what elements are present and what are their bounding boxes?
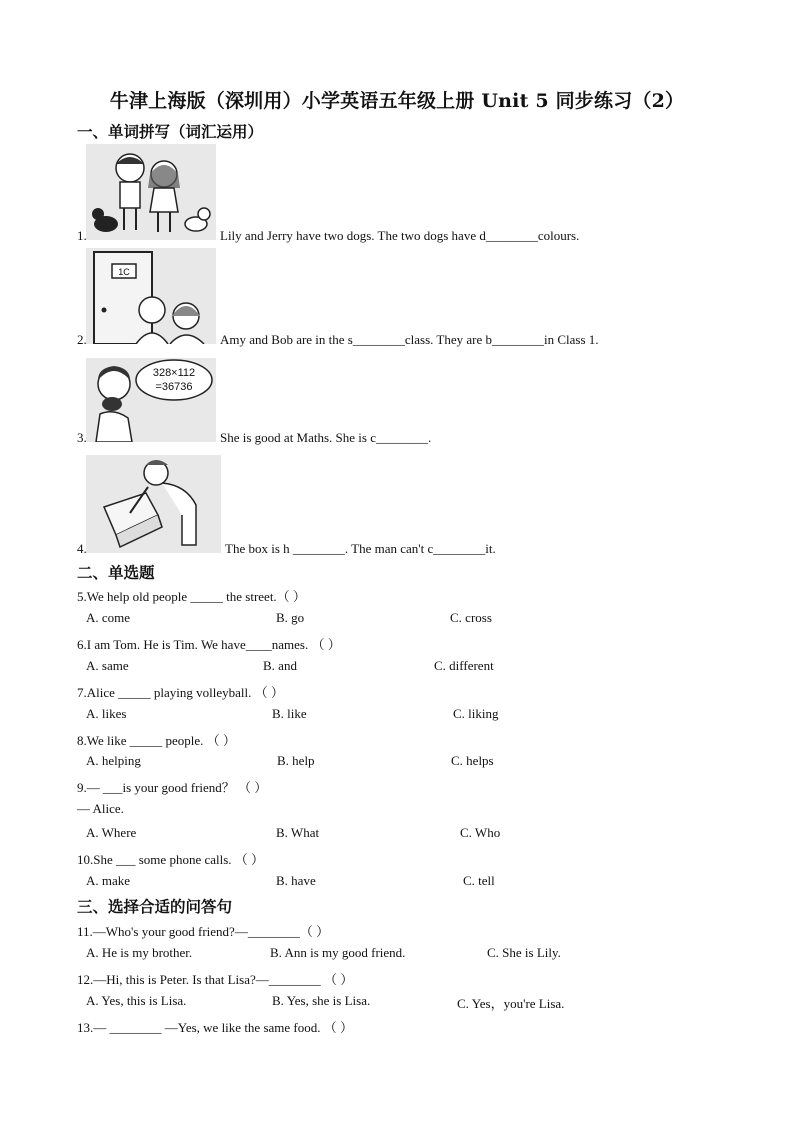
question-1: 1. Lily and Jerry have two dogs. The two dogs have d________colours.	[77, 228, 580, 243]
q11-option-c: C. She is Lily.	[487, 945, 561, 960]
question-5: 5.We help old people _____ the street.（ ）	[77, 589, 306, 604]
q7-option-b: B. like	[272, 706, 307, 721]
q9-option-c: C. Who	[460, 825, 501, 840]
question-11: 11.—Who's your good friend?—________（ ）	[77, 924, 330, 939]
section-heading-single-choice: 二、单选题	[77, 564, 155, 582]
q6-option-a: A. same	[86, 658, 129, 673]
question-2: 2. Amy and Bob are in the s________class. They are b________in Class 1.	[77, 332, 599, 347]
q10-option-a: A. make	[86, 873, 131, 888]
man-lifting-box-picture	[86, 455, 221, 553]
q6-option-c: C. different	[434, 658, 494, 673]
classroom-door-picture	[86, 248, 216, 344]
question-9: 9.— ___is your good friend？ （ ）	[77, 780, 268, 795]
question-13: 13.— ________ —Yes, we like the same food. （ ）	[77, 1020, 353, 1035]
q9-option-b: B. What	[276, 825, 320, 840]
q5-option-b: B. go	[276, 610, 305, 625]
question-9-answer-line: — Alice.	[77, 801, 124, 816]
question-8: 8.We like _____ people. （ ）	[77, 733, 236, 748]
question-10: 10.She ___ some phone calls. （ ）	[77, 852, 265, 867]
q9-option-a: A. Where	[86, 825, 137, 840]
door-sign-text: 1C	[118, 267, 130, 277]
question-12: 12.—Hi, this is Peter. Is that Lisa?—________ （ ）	[77, 972, 354, 987]
q8-option-b: B. help	[277, 753, 315, 768]
question-4: 4. The box is h ________. The man can't c________it.	[77, 541, 496, 556]
q12-option-b: B. Yes, she is Lisa.	[272, 993, 371, 1008]
q7-option-a: A. likes	[86, 706, 127, 721]
q8-option-c: C. helps	[451, 753, 494, 768]
question-7: 7.Alice _____ playing volleyball. （ ）	[77, 685, 284, 700]
q10-option-b: B. have	[276, 873, 316, 888]
q7-option-c: C. liking	[453, 706, 499, 721]
q12-option-c: C. Yes，you're Lisa.	[457, 996, 565, 1011]
math-line-1: 328×112	[152, 367, 196, 379]
page-title: 牛津上海版（深圳用）小学英语五年级上册 Unit 5 同步练习（2）	[109, 90, 685, 112]
math-line-2: =36736	[155, 381, 193, 393]
children-with-dogs-picture	[86, 144, 216, 240]
q5-option-c: C. cross	[450, 610, 492, 625]
question-6: 6.I am Tom. He is Tim. We have____names. （ ）	[77, 637, 341, 652]
q8-option-a: A. helping	[86, 753, 141, 768]
q12-option-a: A. Yes, this is Lisa.	[86, 993, 187, 1008]
q5-option-a: A. come	[86, 610, 131, 625]
q11-option-a: A. He is my brother.	[86, 945, 193, 960]
q11-option-b: B. Ann is my good friend.	[270, 945, 406, 960]
q6-option-b: B. and	[263, 658, 297, 673]
q10-option-c: C. tell	[463, 873, 495, 888]
question-3: 3. She is good at Maths. She is c________.	[77, 430, 432, 445]
section-heading-spelling: 一、单词拼写（词汇运用）	[77, 123, 264, 141]
clever-girl-math-picture	[86, 358, 216, 442]
section-heading-dialogue: 三、选择合适的问答句	[77, 898, 233, 916]
